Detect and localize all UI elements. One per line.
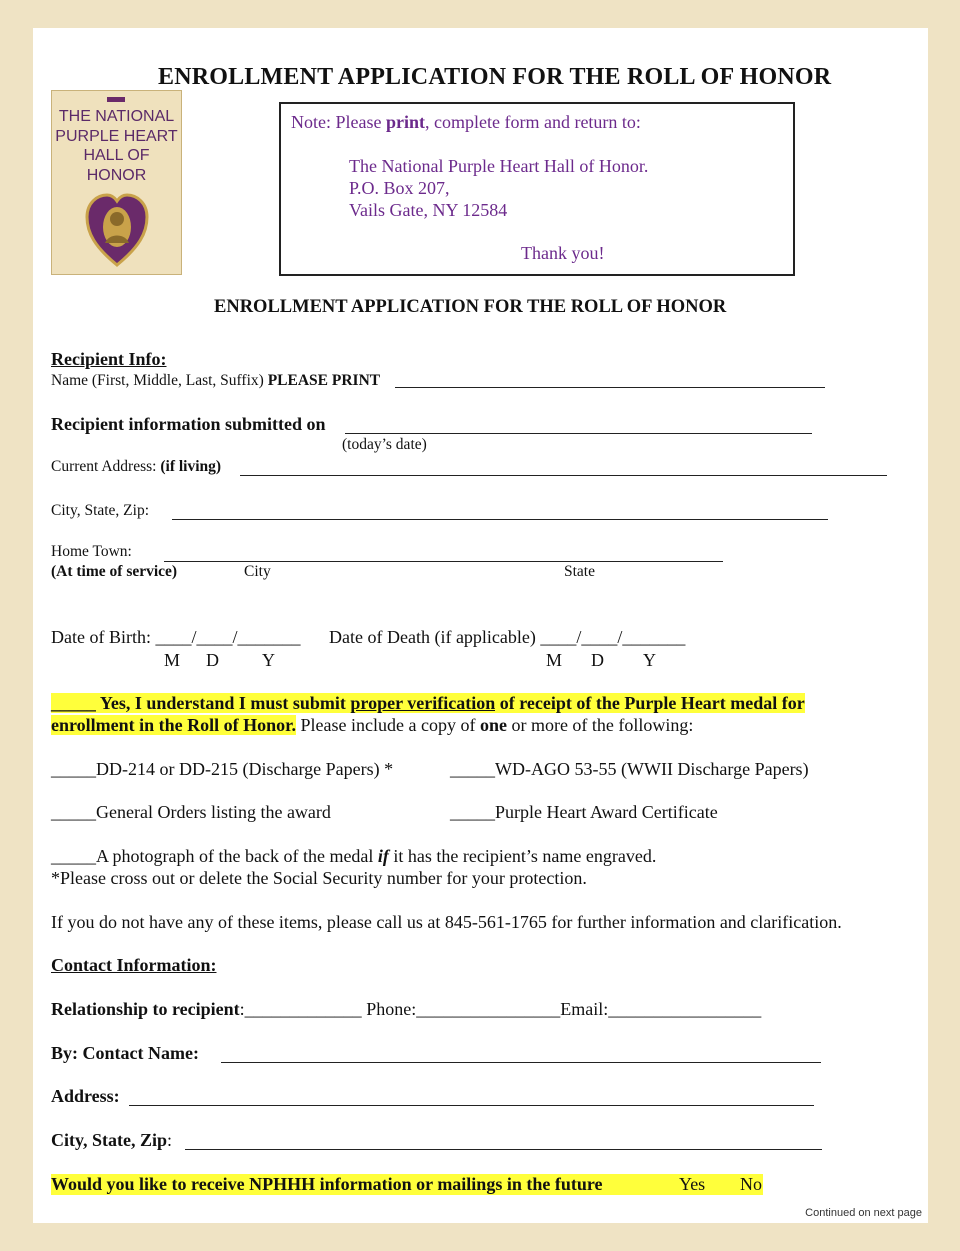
dob-m: M (164, 650, 181, 670)
dod-y: Y (643, 650, 656, 670)
contact-name-label: By: Contact Name: (51, 1043, 199, 1063)
city-caption: City (244, 563, 271, 580)
mailings-question: Would you like to receive NPHHH information or mailings in the future Yes No (51, 1174, 762, 1194)
dod-field[interactable]: Date of Death (if applicable) ____/____/_______ (329, 627, 686, 647)
address-line-1: The National Purple Heart Hall of Honor. (349, 156, 649, 176)
current-address-label: Current Address: (if living) (51, 458, 222, 475)
option-wd-ago[interactable]: _____WD-AGO 53-55 (WWII Discharge Papers) (450, 759, 809, 779)
thank-you: Thank you! (521, 243, 605, 263)
home-town-label: Home Town: (51, 543, 132, 560)
city-state-zip-field[interactable] (172, 519, 828, 520)
option-certificate[interactable]: _____Purple Heart Award Certificate (450, 802, 718, 822)
option-dd214[interactable]: _____DD-214 or DD-215 (Discharge Papers) * (51, 759, 394, 779)
form-title: ENROLLMENT APPLICATION FOR THE ROLL OF HONOR (158, 64, 832, 90)
mailings-no[interactable]: No (740, 1174, 762, 1194)
address-line-2: P.O. Box 207, (349, 178, 450, 198)
dod-d: D (591, 650, 604, 670)
dob-field[interactable]: Date of Birth: ____/____/_______ (51, 627, 301, 647)
contact-name-field[interactable] (221, 1062, 821, 1063)
logo-text: THE NATIONAL PURPLE HEART HALL OF HONOR (55, 108, 178, 184)
continued-note: Continued on next page (805, 1207, 922, 1219)
call-note: If you do not have any of these items, please call us at 845-561-1765 for further information and clarification. (51, 912, 842, 932)
dob-y: Y (262, 650, 275, 670)
city-state-zip-label: City, State, Zip: (51, 502, 150, 519)
mailings-yes[interactable]: Yes (679, 1174, 706, 1194)
submitted-label: Recipient information submitted on (51, 414, 326, 434)
form-subtitle: ENROLLMENT APPLICATION FOR THE ROLL OF HONOR (214, 297, 727, 317)
todays-date-label: (today’s date) (342, 436, 427, 453)
purple-heart-icon (85, 191, 149, 267)
contact-city-field[interactable] (185, 1149, 822, 1150)
option-photograph[interactable]: _____A photograph of the back of the medal if it has the recipient’s name engraved. (51, 846, 657, 866)
name-label: Name (First, Middle, Last, Suffix) PLEASE PRINT (51, 372, 381, 389)
recipient-heading: Recipient Info: (51, 349, 167, 369)
address-line-3: Vails Gate, NY 12584 (349, 200, 508, 220)
mailing-note-box (279, 102, 795, 276)
purple-heart-logo (51, 90, 182, 275)
at-time-of-service: (At time of service) (51, 563, 178, 580)
verification-statement[interactable]: _____ Yes, I understand I must submit proper verification of receipt of the Purple Heart medal for (51, 693, 805, 713)
dob-d: D (206, 650, 219, 670)
ribbon-icon (107, 97, 125, 102)
contact-address-label: Address: (51, 1086, 120, 1106)
relationship-phone-email[interactable]: Relationship to recipient:_____________ Phone:________________Email:_________________ (51, 999, 762, 1019)
option-general-orders[interactable]: _____General Orders listing the award (51, 802, 331, 822)
ssn-note: *Please cross out or delete the Social Security number for your protection. (51, 868, 587, 888)
contact-city-label: City, State, Zip: (51, 1130, 173, 1150)
form-page (33, 28, 928, 1223)
home-town-field[interactable] (164, 561, 723, 562)
contact-heading: Contact Information: (51, 955, 217, 975)
contact-address-field[interactable] (129, 1105, 814, 1106)
dod-m: M (546, 650, 563, 670)
name-field[interactable] (395, 387, 825, 388)
submitted-date-field[interactable] (345, 433, 812, 434)
verification-statement-2: enrollment in the Roll of Honor. Please include a copy of one or more of the following: (51, 715, 694, 735)
current-address-field[interactable] (240, 475, 887, 476)
note-line: Note: Please print, complete form and return to: (291, 112, 641, 132)
state-caption: State (564, 563, 595, 580)
